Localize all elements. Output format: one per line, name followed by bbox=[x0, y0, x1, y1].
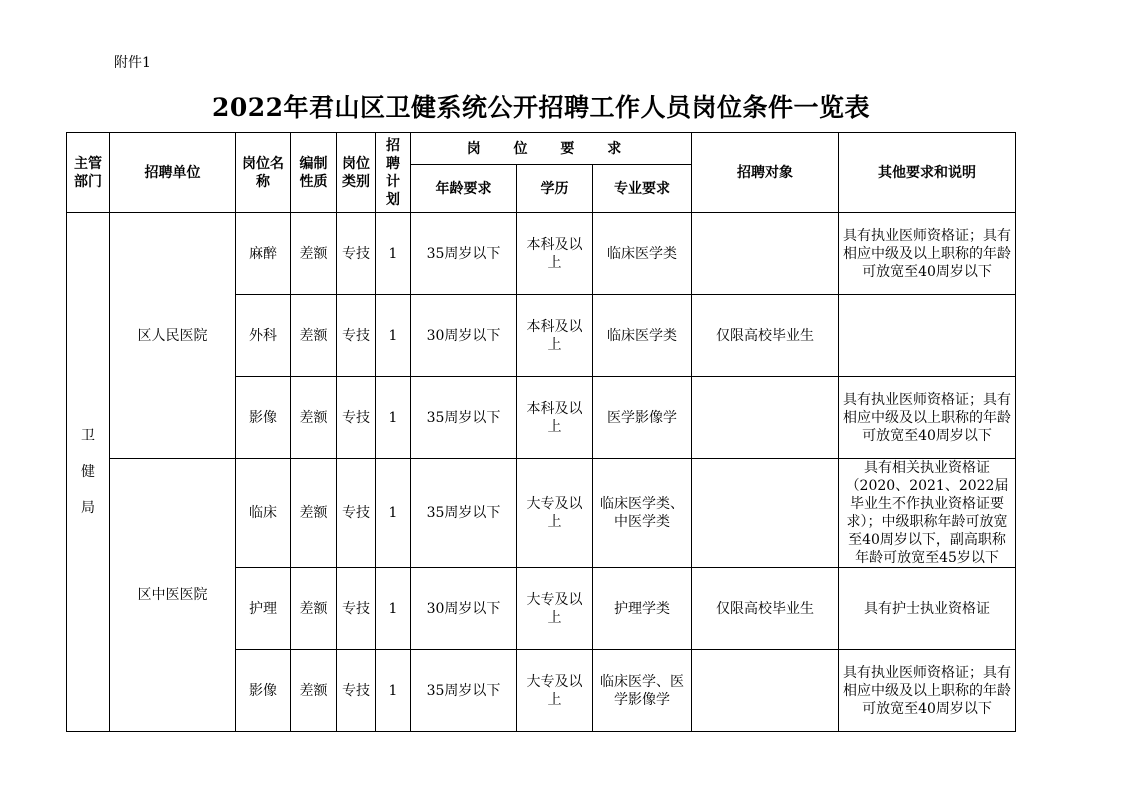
post-category-cell: 专技 bbox=[337, 650, 376, 732]
header-staffing-type: 编制性质 bbox=[291, 133, 337, 213]
target-cell bbox=[692, 213, 839, 295]
notes-cell: 具有执业医师资格证；具有相应中级及以上职称的年龄可放宽至40周岁以下 bbox=[839, 650, 1016, 732]
header-notes: 其他要求和说明 bbox=[839, 133, 1016, 213]
age-cell: 35周岁以下 bbox=[411, 459, 517, 568]
education-cell: 大专及以上 bbox=[517, 459, 593, 568]
table-row bbox=[67, 459, 1016, 568]
post-category-cell: 专技 bbox=[337, 295, 376, 377]
age-cell: 30周岁以下 bbox=[411, 568, 517, 650]
post-category-cell: 专技 bbox=[337, 459, 376, 568]
staffing-type-cell: 差额 bbox=[291, 213, 337, 295]
plan-cell: 1 bbox=[376, 650, 411, 732]
major-cell: 医学影像学 bbox=[593, 377, 692, 459]
department-cell bbox=[67, 213, 110, 732]
staffing-type-cell: 差额 bbox=[291, 650, 337, 732]
header-department: 主管部门 bbox=[67, 133, 110, 213]
plan-cell: 1 bbox=[376, 295, 411, 377]
age-cell: 35周岁以下 bbox=[411, 377, 517, 459]
plan-cell: 1 bbox=[376, 377, 411, 459]
plan-cell: 1 bbox=[376, 568, 411, 650]
major-cell: 临床医学、医学影像学 bbox=[593, 650, 692, 732]
staffing-type-cell: 差额 bbox=[291, 295, 337, 377]
post-category-cell: 专技 bbox=[337, 568, 376, 650]
header-major: 专业要求 bbox=[593, 165, 692, 213]
plan-cell: 1 bbox=[376, 213, 411, 295]
post-name-cell: 影像 bbox=[236, 377, 291, 459]
header-target: 招聘对象 bbox=[692, 133, 839, 213]
notes-cell bbox=[839, 295, 1016, 377]
table-row bbox=[67, 213, 1016, 295]
age-cell: 35周岁以下 bbox=[411, 650, 517, 732]
education-cell: 大专及以上 bbox=[517, 568, 593, 650]
staffing-type-cell: 差额 bbox=[291, 568, 337, 650]
recruitment-table bbox=[66, 132, 1016, 732]
header-age: 年龄要求 bbox=[411, 165, 517, 213]
header-post-category: 岗位类别 bbox=[337, 133, 376, 213]
notes-cell: 具有相关执业资格证（2020、2021、2022届毕业生不作执业资格证要求）；中级职称年龄可放宽至40周岁以下，副高职称年龄可放宽至45岁以下 bbox=[839, 459, 1016, 568]
page-title: 2022年君山区卫健系统公开招聘工作人员岗位条件一览表 bbox=[211, 93, 871, 122]
notes-cell: 具有执业医师资格证；具有相应中级及以上职称的年龄可放宽至40周岁以下 bbox=[839, 377, 1016, 459]
unit-cell: 区中医医院 bbox=[110, 459, 236, 732]
education-cell: 本科及以上 bbox=[517, 213, 593, 295]
department-name: 卫健局 bbox=[81, 428, 95, 516]
major-cell: 临床医学类、中医学类 bbox=[593, 459, 692, 568]
attachment-label: 附件1 bbox=[114, 55, 151, 71]
target-cell bbox=[692, 459, 839, 568]
header-unit: 招聘单位 bbox=[110, 133, 236, 213]
post-category-cell: 专技 bbox=[337, 213, 376, 295]
post-name-cell: 麻醉 bbox=[236, 213, 291, 295]
target-cell: 仅限高校毕业生 bbox=[692, 568, 839, 650]
header-row-1 bbox=[67, 133, 1016, 165]
target-cell bbox=[692, 650, 839, 732]
education-cell: 本科及以上 bbox=[517, 377, 593, 459]
staffing-type-cell: 差额 bbox=[291, 459, 337, 568]
major-cell: 临床医学类 bbox=[593, 295, 692, 377]
staffing-type-cell: 差额 bbox=[291, 377, 337, 459]
plan-cell: 1 bbox=[376, 459, 411, 568]
notes-cell: 具有护士执业资格证 bbox=[839, 568, 1016, 650]
notes-cell: 具有执业医师资格证；具有相应中级及以上职称的年龄可放宽至40周岁以下 bbox=[839, 213, 1016, 295]
target-cell bbox=[692, 377, 839, 459]
age-cell: 30周岁以下 bbox=[411, 295, 517, 377]
post-category-cell: 专技 bbox=[337, 377, 376, 459]
header-post-name: 岗位名称 bbox=[236, 133, 291, 213]
post-name-cell: 外科 bbox=[236, 295, 291, 377]
header-education: 学历 bbox=[517, 165, 593, 213]
post-name-cell: 护理 bbox=[236, 568, 291, 650]
post-name-cell: 临床 bbox=[236, 459, 291, 568]
education-cell: 大专及以上 bbox=[517, 650, 593, 732]
age-cell: 35周岁以下 bbox=[411, 213, 517, 295]
major-cell: 护理学类 bbox=[593, 568, 692, 650]
major-cell: 临床医学类 bbox=[593, 213, 692, 295]
unit-cell: 区人民医院 bbox=[110, 213, 236, 459]
post-name-cell: 影像 bbox=[236, 650, 291, 732]
target-cell: 仅限高校毕业生 bbox=[692, 295, 839, 377]
header-requirements-group: 岗 位 要 求 bbox=[411, 133, 692, 165]
header-plan: 招聘计划 bbox=[376, 133, 411, 213]
education-cell: 本科及以上 bbox=[517, 295, 593, 377]
